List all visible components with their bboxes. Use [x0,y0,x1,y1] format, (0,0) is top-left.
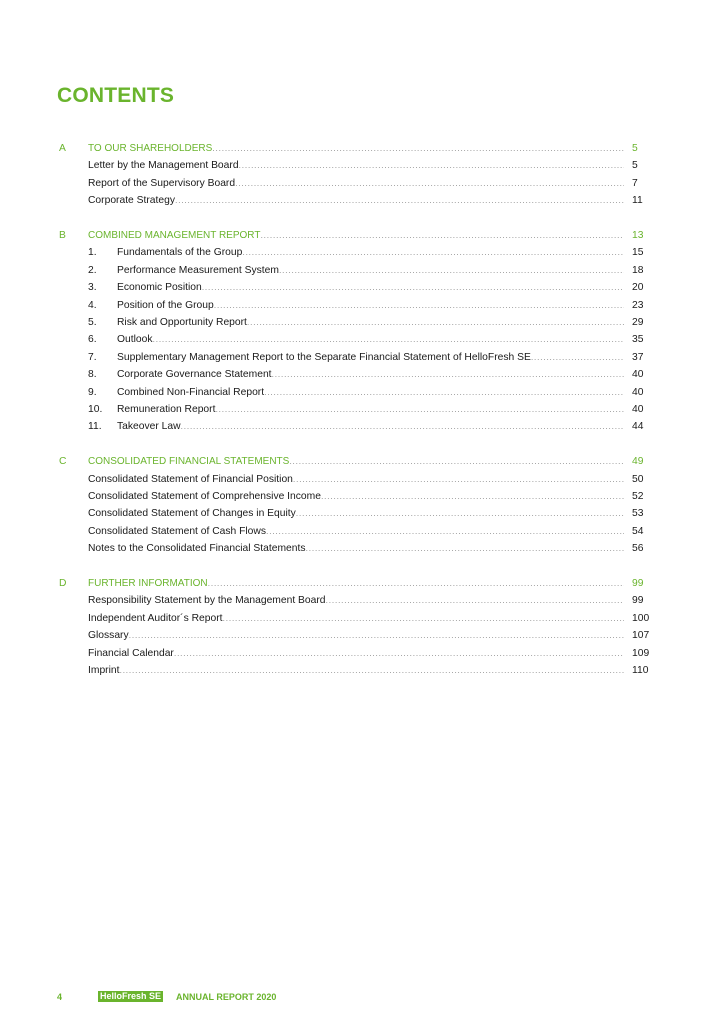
toc-section-heading[interactable] [0,227,724,244]
toc-entry[interactable] [0,540,724,557]
report-title: ANNUAL REPORT 2020 [176,992,277,1002]
entry-label: Position of the Group [117,299,214,311]
entry-page-number: 40 [632,369,644,381]
entry-page-number: 11 [632,195,643,207]
toc-entry[interactable] [0,244,724,261]
entry-label: Economic Position [117,282,202,294]
toc-entry[interactable] [0,262,724,279]
section-page-number: 13 [632,230,644,242]
entry-number: 9. [88,386,97,398]
entry-label: Fundamentals of the Group [117,247,243,259]
entry-number: 3. [88,282,97,294]
toc-entry[interactable] [0,645,724,662]
entry-label: Performance Measurement System [117,264,279,276]
footer-page-number: 4 [57,992,63,1002]
toc-entry[interactable] [0,401,724,418]
section-page-number: 5 [632,143,638,154]
entry-page-number: 53 [632,508,644,520]
entry-page-number: 44 [632,421,644,433]
section-page-number: 49 [632,456,644,468]
entry-page-number: 15 [632,247,644,259]
entry-number: 11. [88,421,102,433]
entry-page-number: 7 [632,177,638,189]
entry-number: 8. [88,369,97,381]
entry-page-number: 99 [632,595,644,607]
entry-label: Consolidated Statement of Changes in Equity [88,508,296,520]
entry-label: Corporate Governance Statement [117,369,272,381]
toc-section-d [0,575,724,679]
entry-number: 1. [88,247,97,259]
toc-section-heading[interactable] [0,140,724,157]
brand-logo: HelloFresh SE [100,991,162,1001]
entry-label: Imprint [88,665,120,677]
entry-page-number: 56 [632,543,644,555]
toc-section-a [0,140,724,210]
toc-section-b [0,227,724,436]
toc-entry[interactable] [0,366,724,383]
entry-page-number: 109 [632,647,650,659]
entry-label: Notes to the Consolidated Financial Statements [88,543,306,555]
toc-section-heading[interactable] [0,575,724,592]
entry-label: Supplementary Management Report to the Separate Financial Statement of HelloFresh SE [117,351,531,363]
entry-label: Risk and Opportunity Report [117,317,247,329]
entry-label: Consolidated Statement of Cash Flows [88,525,266,537]
entry-label: Combined Non-Financial Report [117,386,265,398]
toc-entry[interactable] [0,488,724,505]
entry-page-number: 18 [632,264,644,276]
toc-section-c [0,453,724,557]
entry-label: Independent Auditor´s Report [88,612,223,624]
section-heading-label: CONSOLIDATED FINANCIAL STATEMENTS [88,456,290,468]
entry-page-number: 29 [632,317,644,329]
toc-entry[interactable] [0,610,724,627]
entry-page-number: 40 [632,386,644,398]
entry-number: 4. [88,299,97,311]
entry-label: Responsibility Statement by the Management Board [88,595,326,607]
page-title: CONTENTS [57,84,175,107]
entry-number: 7. [88,351,97,363]
entry-page-number: 35 [632,334,644,346]
entry-page-number: 110 [632,665,649,677]
section-letter: C [59,456,67,468]
section-letter: A [59,143,66,154]
toc-entry[interactable] [0,471,724,488]
toc-section-heading[interactable] [0,453,724,470]
entry-page-number: 40 [632,403,644,415]
entry-label: Outlook [117,334,153,346]
section-letter: D [59,578,67,590]
entry-page-number: 107 [632,630,650,642]
toc-entry[interactable] [0,505,724,522]
entry-label: Report of the Supervisory Board [88,177,236,189]
entry-label: Financial Calendar [88,647,174,659]
section-page-number: 99 [632,578,644,590]
table-of-contents [0,140,724,697]
toc-entry[interactable] [0,314,724,331]
toc-entry[interactable] [0,157,724,174]
entry-number: 10. [88,403,103,415]
section-letter: B [59,230,66,242]
toc-entry[interactable] [0,627,724,644]
entry-label: Letter by the Management Board [88,160,239,172]
entry-page-number: 37 [632,351,644,363]
toc-entry[interactable] [0,331,724,348]
entry-number: 6. [88,334,97,346]
entry-number: 2. [88,264,97,276]
entry-page-number: 20 [632,282,644,294]
toc-entry[interactable] [0,279,724,296]
toc-entry[interactable] [0,662,724,679]
toc-entry[interactable] [0,418,724,435]
entry-page-number: 5 [632,160,638,172]
entry-page-number: 52 [632,491,644,503]
entry-page-number: 23 [632,299,644,311]
entry-page-number: 54 [632,525,644,537]
entry-label: Remuneration Report [117,403,216,415]
entry-label: Consolidated Statement of Financial Position [88,473,293,485]
entry-page-number: 100 [632,612,650,624]
entry-page-number: 50 [632,473,644,485]
entry-label: Corporate Strategy [88,195,175,207]
toc-entry[interactable] [0,192,724,209]
toc-entry[interactable] [0,349,724,366]
section-heading-label: FURTHER INFORMATION [88,578,208,590]
entry-label: Consolidated Statement of Comprehensive Income [88,491,321,503]
entry-label: Glossary [88,630,129,642]
section-heading-label: TO OUR SHAREHOLDERS [88,143,213,154]
toc-entry[interactable] [0,175,724,192]
toc-entry[interactable] [0,384,724,401]
toc-entry[interactable] [0,523,724,540]
toc-entry[interactable] [0,592,724,609]
entry-label: Takeover Law [117,421,181,433]
section-heading-label: COMBINED MANAGEMENT REPORT [88,230,261,242]
toc-entry[interactable] [0,297,724,314]
entry-number: 5. [88,317,97,329]
